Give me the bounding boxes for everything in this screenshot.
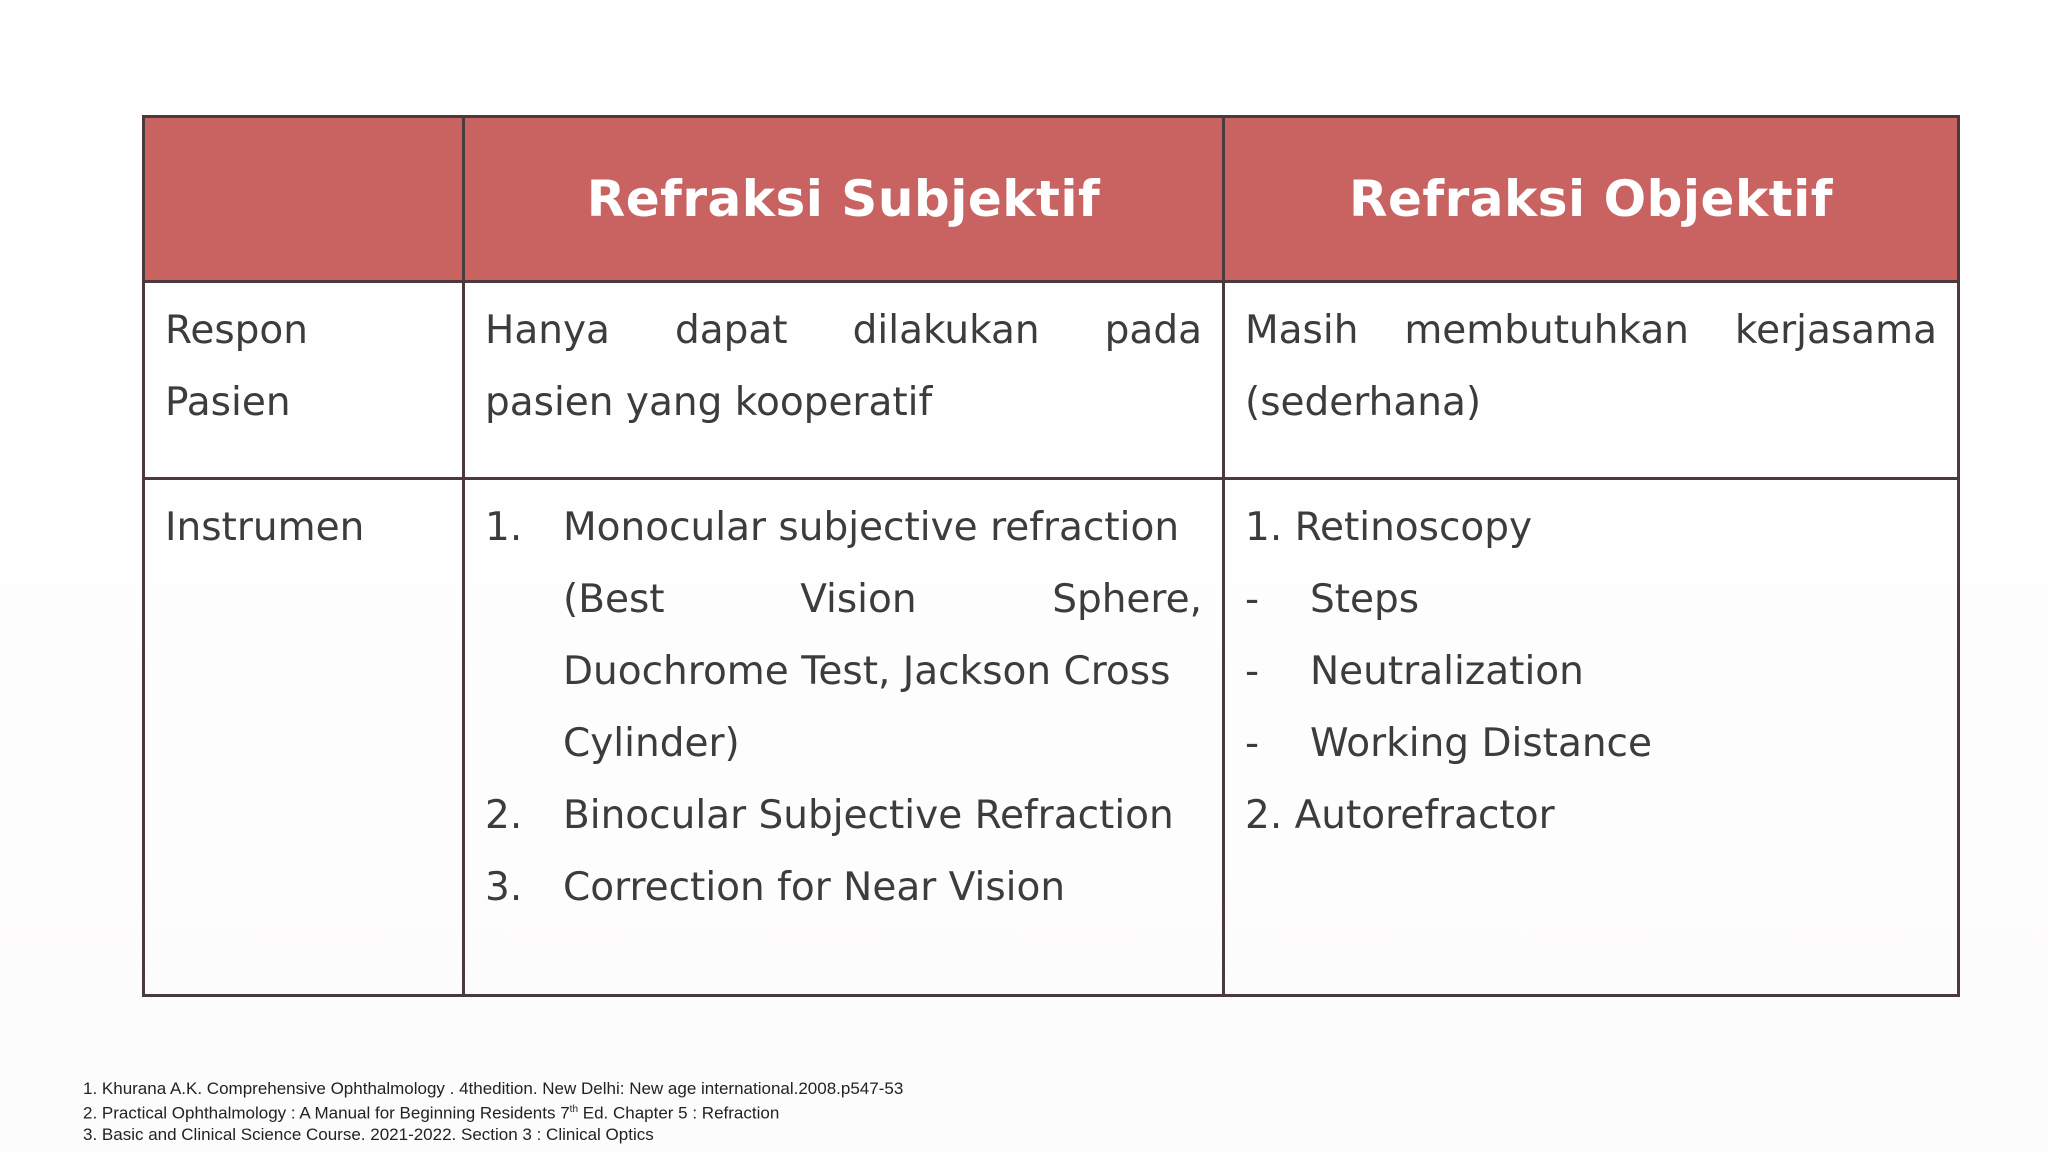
- word: Vision: [800, 577, 917, 622]
- list-number: 1.: [485, 505, 523, 550]
- reference-2-sup: th: [569, 1104, 579, 1115]
- reference-2-text: 2. Practical Ophthalmology : A Manual for Beginning Residents 7: [83, 1103, 570, 1123]
- dash-bullet: -: [1245, 577, 1260, 622]
- references: [83, 1078, 903, 1145]
- table-row: [144, 282, 1959, 479]
- row-label-respon-pasien: [144, 282, 464, 479]
- sub-list-text: Working Distance: [1310, 721, 1652, 766]
- row-label-instrumen: Instrumen: [144, 479, 464, 996]
- word: (Best: [563, 577, 665, 622]
- sub-list-item: [1245, 636, 1937, 708]
- sub-list-text: Neutralization: [1310, 649, 1584, 694]
- header-blank-cell: [144, 117, 464, 282]
- cell-objective-respon: [1224, 282, 1959, 479]
- row-label-line: Respon: [165, 308, 308, 353]
- text-line: (sederhana): [1245, 380, 1482, 425]
- comparison-table: [142, 115, 1960, 997]
- sub-list-item: [1245, 708, 1937, 780]
- table-header-row: [144, 117, 1959, 282]
- reference-2: [83, 1099, 903, 1124]
- reference-1: 1. Khurana A.K. Comprehensive Ophthalmology . 4thedition. New Delhi: New age international.2008.p547-53: [83, 1079, 904, 1098]
- word: Hanya: [485, 308, 610, 353]
- row-label-line: Pasien: [165, 380, 291, 425]
- list-item: [485, 492, 1202, 780]
- list-number: 2.: [485, 793, 523, 838]
- word: dilakukan: [852, 308, 1040, 353]
- header-subjective: Refraksi Subjektif: [464, 117, 1224, 282]
- list-item-text: Binocular Subjective Refraction: [563, 793, 1174, 838]
- text-line: Cylinder): [563, 721, 740, 766]
- list-item: [485, 852, 1202, 924]
- justified-line: [563, 564, 1202, 636]
- word: pada: [1104, 308, 1202, 353]
- cell-subjective-respon: [464, 282, 1224, 479]
- word: membutuhkan: [1404, 308, 1690, 353]
- word: dapat: [674, 308, 788, 353]
- text-line: Monocular subjective refraction: [563, 505, 1180, 550]
- reference-2-text-end: Ed. Chapter 5 : Refraction: [578, 1103, 780, 1123]
- justified-line: [1245, 295, 1937, 367]
- word: kerjasama: [1734, 308, 1937, 353]
- list-item-autorefractor: 2. Autorefractor: [1245, 793, 1555, 838]
- list-number: 3.: [485, 865, 523, 910]
- cell-subjective-instrumen: [464, 479, 1224, 996]
- list-item-retinoscopy: 1. Retinoscopy: [1245, 505, 1533, 550]
- list-item: [485, 780, 1202, 852]
- word: Sphere,: [1052, 577, 1202, 622]
- reference-3: 3. Basic and Clinical Science Course. 2021-2022. Section 3 : Clinical Optics: [83, 1124, 654, 1144]
- sub-list-text: Steps: [1310, 577, 1420, 622]
- header-objective: Refraksi Objektif: [1224, 117, 1959, 282]
- table-row: [144, 479, 1959, 996]
- list-item-body: [563, 492, 1202, 780]
- text-line: pasien yang kooperatif: [485, 380, 933, 425]
- list-item-text: Correction for Near Vision: [563, 865, 1066, 910]
- word: Masih: [1245, 308, 1359, 353]
- cell-objective-instrumen: [1224, 479, 1959, 996]
- sub-list-item: [1245, 564, 1937, 636]
- dash-bullet: -: [1245, 649, 1260, 694]
- justified-line: [485, 295, 1202, 367]
- dash-bullet: -: [1245, 721, 1260, 766]
- text-line: Duochrome Test, Jackson Cross: [563, 649, 1171, 694]
